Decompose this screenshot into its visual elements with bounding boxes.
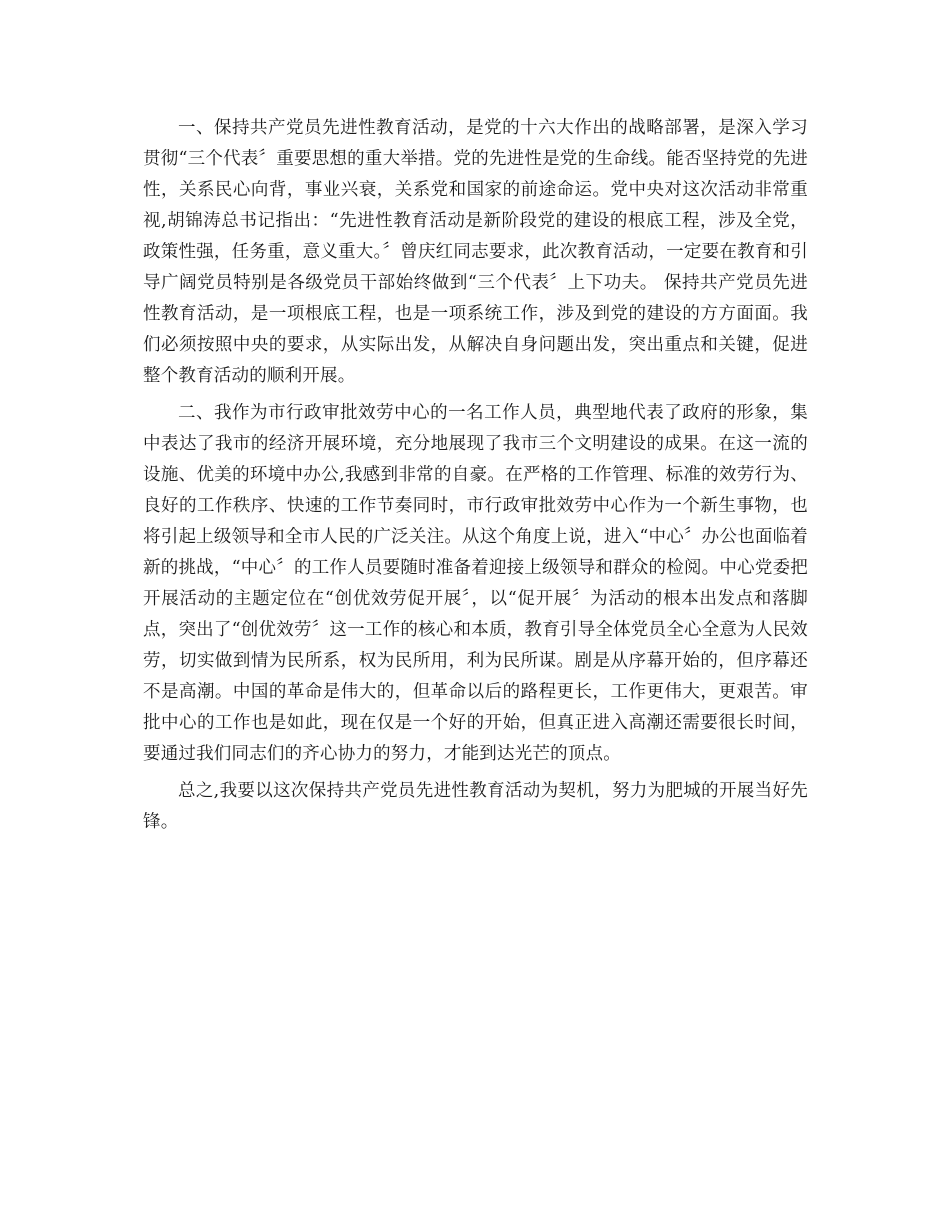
paragraph-1: 一、保持共产党员先进性教育活动，是党的十六大作出的战略部署，是深入学习贯彻“三个代表〞重要思想的重大举措。党的先进性是党的生命线。能否坚持党的先进性，关系民心向背，事业兴衰，关系党和国家的前途命运。党中央对这次活动非常重视,胡锦涛总书记指出：“先进性教育活动是新阶段党的建设的根底工程，涉及全党，政策性强，任务重，意义重大。〞曾庆红同志要求，此次教育活动，一定要在教育和引导广阔党员特别是各级党员干部始终做到“三个代表〞上下功夫。 保持共产党员先进性教育活动，是一项根底工程，也是一项系统工作，涉及到党的建设的方方面面。我们必须按照中央的要求，从实际出发，从解决自身问题出发，突出重点和关键，促进整个教育活动的顺利开展。 [143, 118, 808, 386]
paragraph-3: 总之,我要以这次保持共产党员先进性教育活动为契机，努力为肥城的开展当好先锋。 [143, 781, 808, 832]
paragraph-2: 二、我作为市行政审批效劳中心的一名工作人员，典型地代表了政府的形象，集中表达了我市的经济开展环境，充分地展现了我市三个文明建设的成果。在这一流的设施、优美的环境中办公,我感到非常的自豪。在严格的工作管理、标准的效劳行为、良好的工作秩序、快速的工作节奏同时，市行政审批效劳中心作为一个新生事物，也将引起上级领导和全市人民的广泛关注。从这个角度上说，进入“中心〞办公也面临着新的挑战，“中心〞的工作人员要随时准备着迎接上级领导和群众的检阅。中心党委把开展活动的主题定位在“创优效劳促开展〞，以“促开展〞为活动的根本出发点和落脚点，突出了“创优效劳〞这一工作的核心和本质，教育引导全体党员全心全意为人民效劳，切实做到情为民所系，权为民所用，利为民所谋。剧是从序幕开始的，但序幕还不是高潮。中国的革命是伟大的，但革命以后的路程更长，工作更伟大，更艰苦。审批中心的工作也是如此，现在仅是一个好的开始，但真正进入高潮还需要很长时间，要通过我们同志们的齐心协力的努力，才能到达光芒的顶点。 [143, 403, 808, 764]
document-body [143, 113, 808, 844]
